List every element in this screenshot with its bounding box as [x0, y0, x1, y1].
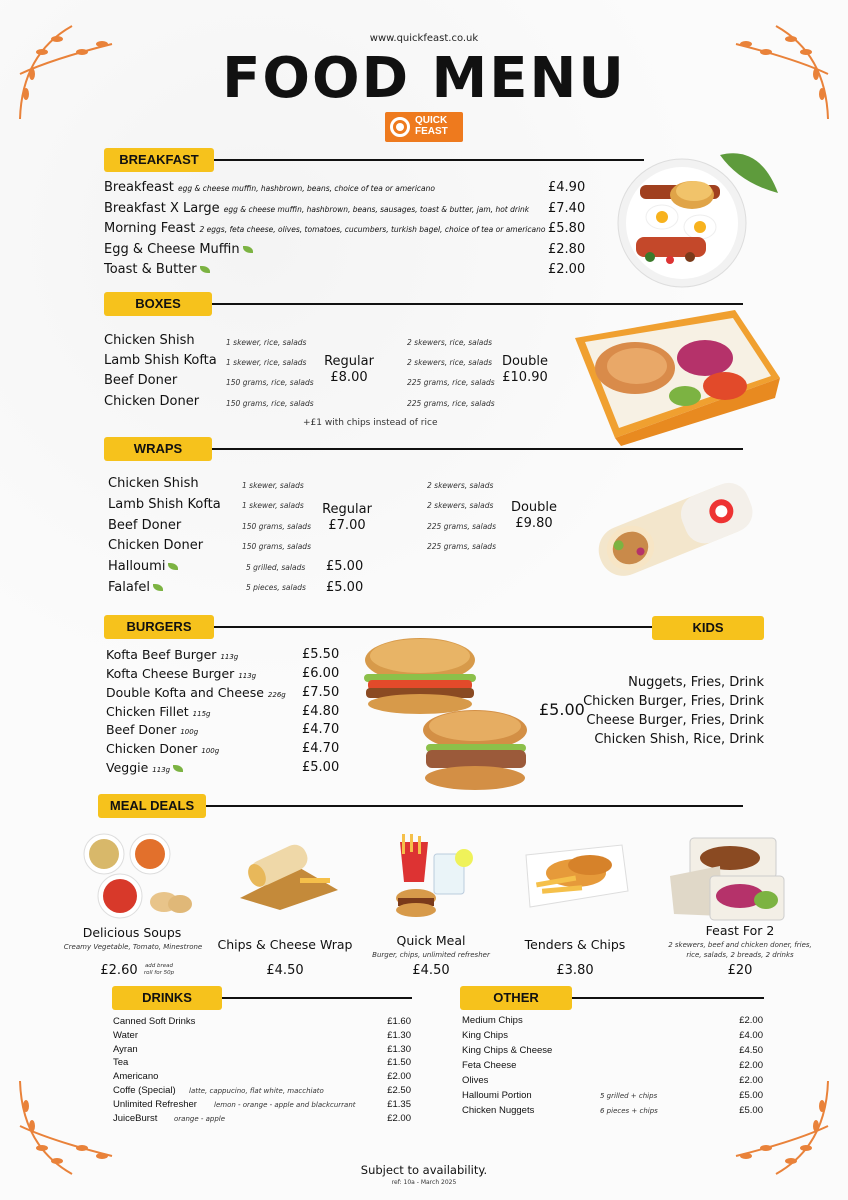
box-regular-desc: 150 grams, rice, salads — [226, 378, 314, 387]
doner-burger-image — [418, 708, 533, 794]
wrap-regular-price: Regular £7.00 — [322, 502, 372, 533]
vegetarian-leaf-icon — [168, 563, 178, 570]
wrap-double-desc: 225 grams, salads — [427, 542, 496, 551]
drink-item-price: £1.30 — [387, 1030, 411, 1041]
drink-item-name: Water — [113, 1030, 138, 1041]
burger-item-price: £4.80 — [302, 704, 340, 719]
quick-feast-logo — [385, 112, 463, 142]
wrap-item-name: Falafel — [108, 580, 163, 595]
other-item-price: £2.00 — [739, 1075, 763, 1086]
drink-item-note: lemon - orange - apple and blackcurrant — [214, 1101, 356, 1109]
box-double-desc: 225 grams, rice, salads — [407, 378, 495, 387]
chips-cheese-wrap-image — [240, 838, 338, 910]
drink-item-price: £1.35 — [387, 1099, 411, 1110]
wrap-item-name: Halloumi — [108, 559, 178, 574]
burger-item-price: £4.70 — [302, 741, 340, 756]
wrap-double-desc: 2 skewers, salads — [427, 501, 494, 510]
burger-item-name: Kofta Beef Burger 113g — [106, 647, 239, 662]
tenders-chips-image — [518, 835, 630, 915]
drink-item-name: Tea — [113, 1057, 129, 1068]
breakfast-item-name: Toast & Butter — [104, 262, 210, 277]
breakfast-item-price: £4.90 — [548, 180, 586, 195]
other-item-name: Olives — [462, 1075, 489, 1086]
meal-deal-price: £4.50 — [412, 963, 450, 978]
drink-item-name: Ayran — [113, 1044, 138, 1055]
vegetarian-leaf-icon — [243, 246, 253, 253]
drink-item-price: £2.00 — [387, 1071, 411, 1082]
box-double-desc: 2 skewers, rice, salads — [407, 338, 493, 347]
wrap-item-name: Lamb Shish Kofta — [108, 497, 221, 512]
meal-deal-name: Feast For 2 — [705, 923, 775, 938]
burger-item-name: Kofta Cheese Burger 113g — [106, 666, 257, 681]
breakfast-item-name: Breakfast X Large egg & cheese muffin, hashbrown, beans, sausages, toast & butter, jam, hot drink — [104, 201, 530, 216]
vegetarian-leaf-icon — [200, 266, 210, 273]
section-label-burgers: BURGERS — [104, 615, 214, 639]
logo-line-1: QUICK — [415, 115, 448, 126]
vegetarian-leaf-icon — [173, 765, 183, 772]
breakfast-item-name: Morning Feast 2 eggs, feta cheese, olives, tomatoes, cucumbers, turkish bagel, choice of tea or americano — [104, 221, 546, 236]
section-label-breakfast: BREAKFAST — [104, 148, 214, 172]
wrap-double-desc: 2 skewers, salads — [427, 481, 494, 490]
box-regular-price: Regular £8.00 — [324, 354, 374, 385]
burger-item-price: £5.50 — [302, 647, 340, 662]
wrap-item-name: Chicken Shish — [108, 476, 199, 491]
other-item-price: £2.00 — [739, 1015, 763, 1026]
box-double-price: Double £10.90 — [501, 354, 549, 385]
box-chips-note: +£1 with chips instead of rice — [303, 418, 438, 428]
box-regular-desc: 1 skewer, rice, salads — [226, 338, 307, 347]
burger-item-name: Chicken Fillet 115g — [106, 704, 211, 719]
wrap-regular-desc: 1 skewer, salads — [242, 501, 304, 510]
other-item-name: Chicken Nuggets — [462, 1105, 535, 1116]
meal-deal-price: £2.60 — [100, 963, 138, 978]
section-label-kids: KIDS — [652, 616, 764, 640]
burger-item-name: Beef Doner 100g — [106, 722, 199, 737]
other-item-name: King Chips — [462, 1030, 508, 1041]
wrap-item-price: £5.00 — [326, 559, 364, 574]
feast-for-2-image — [670, 836, 785, 922]
meal-deal-desc: 2 skewers, beef and chicken doner, fries, rice, salads, 2 breads, 2 drinks — [668, 941, 812, 959]
vegetarian-leaf-icon — [153, 584, 163, 591]
section-label-wraps: WRAPS — [104, 437, 212, 461]
box-item-name: Chicken Shish — [104, 333, 195, 348]
drink-item-name: Canned Soft Drinks — [113, 1016, 196, 1027]
other-item-name: Medium Chips — [462, 1015, 523, 1026]
drink-item-price: £1.50 — [387, 1057, 411, 1068]
page-title: FOOD MENU — [222, 46, 626, 111]
wrap-image — [585, 475, 765, 585]
box-item-name: Chicken Doner — [104, 394, 200, 409]
logo-line-2: FEAST — [415, 126, 448, 137]
other-item-note: 5 grilled + chips — [600, 1092, 658, 1100]
section-rule — [222, 997, 412, 999]
other-item-price: £2.00 — [739, 1060, 763, 1071]
section-label-drinks: DRINKS — [112, 986, 222, 1010]
burger-item-price: £5.00 — [302, 760, 340, 775]
box-double-desc: 2 skewers, rice, salads — [407, 358, 493, 367]
wrap-regular-desc: 5 grilled, salads — [246, 563, 306, 572]
drink-item-name: JuiceBurst — [113, 1113, 158, 1124]
wrap-double-price: Double £9.80 — [510, 500, 558, 531]
wrap-regular-desc: 150 grams, salads — [242, 542, 311, 551]
section-label-meal-deals: MEAL DEALS — [98, 794, 206, 818]
kids-item: Cheese Burger, Fries, Drink — [586, 713, 764, 728]
section-rule — [206, 805, 743, 807]
website-url[interactable]: www.quickfeast.co.uk — [369, 33, 479, 44]
section-label-other: OTHER — [460, 986, 572, 1010]
other-item-name: Feta Cheese — [462, 1060, 517, 1071]
drink-item-price: £1.30 — [387, 1044, 411, 1055]
breakfast-item-price: £5.80 — [548, 221, 586, 236]
other-item-price: £5.00 — [739, 1090, 763, 1101]
kofta-burger-image — [350, 636, 490, 716]
meal-deal-price: £3.80 — [556, 963, 594, 978]
wrap-regular-desc: 5 pieces, salads — [246, 583, 306, 592]
section-rule — [214, 159, 644, 161]
wrap-item-price: £5.00 — [326, 580, 364, 595]
food-box-image — [575, 308, 780, 448]
quick-meal-image — [388, 834, 480, 920]
logo-ring-icon — [390, 117, 410, 137]
meal-deal-name: Tenders & Chips — [524, 937, 626, 952]
other-item-price: £5.00 — [739, 1105, 763, 1116]
kids-item: Chicken Shish, Rice, Drink — [594, 732, 764, 747]
breakfast-item-name: Egg & Cheese Muffin — [104, 242, 253, 257]
drink-item-name: Unlimited Refresher — [113, 1099, 197, 1110]
box-item-name: Lamb Shish Kofta — [104, 353, 217, 368]
wrap-regular-desc: 1 skewer, salads — [242, 481, 304, 490]
burger-item-price: £7.50 — [302, 685, 340, 700]
section-rule — [572, 997, 764, 999]
drink-item-price: £2.50 — [387, 1085, 411, 1096]
soups-image — [78, 832, 193, 924]
section-label-boxes: BOXES — [104, 292, 212, 316]
meal-deal-extra: add bread roll for 50p — [143, 963, 175, 976]
drink-item-price: £1.60 — [387, 1016, 411, 1027]
section-rule — [212, 448, 743, 450]
box-regular-desc: 150 grams, rice, salads — [226, 399, 314, 408]
burger-item-name: Chicken Doner 100g — [106, 741, 220, 756]
breakfast-item-price: £2.80 — [548, 242, 586, 257]
meal-deal-desc: Creamy Vegetable, Tomato, Minestrone — [63, 943, 203, 951]
availability-note: Subject to availability. — [360, 1163, 488, 1177]
kids-item: Nuggets, Fries, Drink — [628, 675, 764, 690]
drink-item-name: Americano — [113, 1071, 159, 1082]
meal-deal-desc: Burger, chips, unlimited refresher — [372, 951, 490, 959]
burger-item-price: £6.00 — [302, 666, 340, 681]
other-item-note: 6 pieces + chips — [600, 1107, 658, 1115]
burger-item-name: Double Kofta and Cheese 226g — [106, 685, 286, 700]
burger-item-name: Veggie 113g — [106, 760, 183, 775]
other-item-name: Halloumi Portion — [462, 1090, 532, 1101]
meal-deal-name: Quick Meal — [396, 933, 466, 948]
section-rule — [212, 303, 743, 305]
other-item-name: King Chips & Cheese — [462, 1045, 553, 1056]
box-item-name: Beef Doner — [104, 373, 178, 388]
drink-item-note: orange - apple — [174, 1115, 226, 1123]
breakfast-item-price: £2.00 — [548, 262, 586, 277]
other-item-price: £4.50 — [739, 1045, 763, 1056]
kids-item: Chicken Burger, Fries, Drink — [583, 694, 764, 709]
meal-deal-name: Chips & Cheese Wrap — [217, 937, 353, 952]
burger-item-price: £4.70 — [302, 722, 340, 737]
breakfast-plate-image — [610, 145, 780, 290]
breakfast-item-price: £7.40 — [548, 201, 586, 216]
breakfast-item-name: Breakfeast egg & cheese muffin, hashbrown, beans, choice of tea or americano — [104, 180, 435, 195]
wrap-regular-desc: 150 grams, salads — [242, 522, 311, 531]
wrap-item-name: Beef Doner — [108, 518, 182, 533]
meal-deal-name: Delicious Soups — [82, 925, 182, 940]
box-double-desc: 225 grams, rice, salads — [407, 399, 495, 408]
wrap-item-name: Chicken Doner — [108, 538, 204, 553]
meal-deal-price: £20 — [727, 963, 753, 978]
box-regular-desc: 1 skewer, rice, salads — [226, 358, 307, 367]
drink-item-note: latte, cappucino, flat white, macchiato — [189, 1087, 324, 1095]
reference-note: ref: 10a - March 2025 — [391, 1179, 457, 1186]
drink-item-price: £2.00 — [387, 1113, 411, 1124]
meal-deal-price: £4.50 — [266, 963, 304, 978]
other-item-price: £4.00 — [739, 1030, 763, 1041]
drink-item-name: Coffe (Special) — [113, 1085, 176, 1096]
wrap-double-desc: 225 grams, salads — [427, 522, 496, 531]
section-rule — [214, 626, 652, 628]
kids-price: £5.00 — [539, 700, 585, 719]
